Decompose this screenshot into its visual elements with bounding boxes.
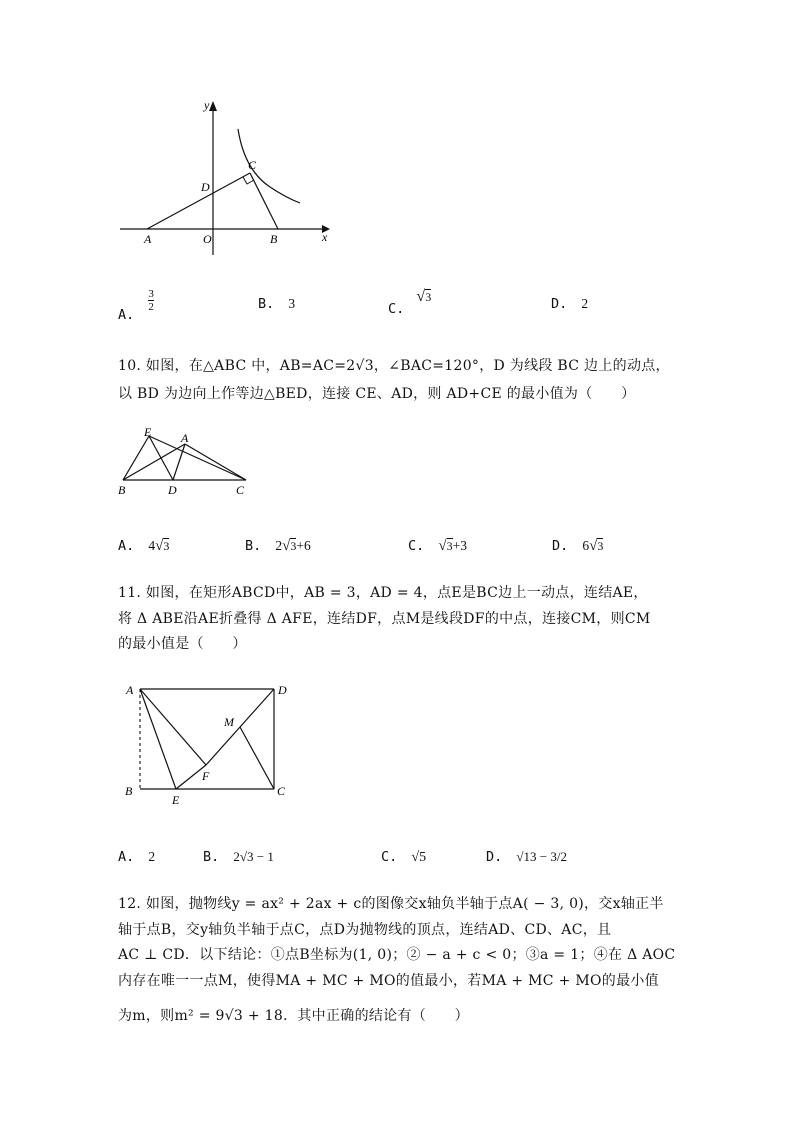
sqrt-sign-icon: √ xyxy=(589,538,598,554)
segment-EC xyxy=(149,436,246,480)
q11-option-d[interactable] xyxy=(486,849,567,865)
q12-stem-line4: 内存在唯一一点M，使得MA + MC + MO的值最小，若MA + MC + MO的最小值 xyxy=(118,973,659,989)
suffix: +6 xyxy=(296,538,311,553)
suffix: +3 xyxy=(452,538,468,553)
line-AC xyxy=(147,173,250,229)
fraction-denominator: 2 xyxy=(148,301,154,313)
label-B: B xyxy=(270,232,278,246)
option-letter: C. xyxy=(408,538,425,554)
q10-option-a[interactable] xyxy=(118,538,169,555)
sqrt-sign-icon: √ xyxy=(155,538,164,554)
q12-stem-line1: 12. 如图，抛物线y = ax² + 2ax + c的图像交x轴负半轴于点A( − 3, 0)，交x轴正半 xyxy=(118,896,664,912)
label-B: B xyxy=(118,483,126,497)
q12-stem-line5: 为m，则m² = 9√3 + 18．其中正确的结论有（ ） xyxy=(118,1008,469,1024)
option-letter: B. xyxy=(203,849,220,865)
q9-figure xyxy=(110,95,340,265)
label-A: A xyxy=(126,683,134,697)
option-letter: A. xyxy=(118,538,135,554)
label-A: A xyxy=(181,431,189,445)
q11-option-a[interactable] xyxy=(118,849,155,865)
line-CB xyxy=(250,173,278,229)
q10-figure xyxy=(112,422,262,500)
option-value: 3 xyxy=(288,296,296,311)
label-D: D xyxy=(278,683,287,697)
label-E: E xyxy=(172,793,180,807)
label-E: E xyxy=(144,425,152,439)
q9-option-a[interactable] xyxy=(118,288,154,323)
segment-AE xyxy=(140,689,176,789)
segment-AF xyxy=(140,689,206,765)
label-O: O xyxy=(203,232,212,246)
q12-stem-line3: AC ⊥ CD．以下结论：①点B坐标为(1, 0)；② − a + c < 0；③a = 1；④在 Δ AOC xyxy=(118,947,676,963)
sqrt-sign-icon: √ xyxy=(282,538,291,554)
q11-option-b[interactable] xyxy=(203,849,274,865)
option-letter: A. xyxy=(118,849,135,865)
label-y: y xyxy=(204,98,210,112)
q11-stem-line1: 11. 如图，在矩形ABCD中，AB = 3，AD = 4，点E是BC边上一动点，连结AE， xyxy=(118,585,648,601)
label-C: C xyxy=(277,784,286,798)
label-A: A xyxy=(144,232,152,246)
q9-option-c[interactable] xyxy=(388,288,432,317)
q10-stem-line1: 10. 如图，在△ABC 中，AB=AC=2√3，∠BAC=120°，D 为线段 BC 边上的动点， xyxy=(118,358,670,374)
label-D: D xyxy=(201,180,210,194)
segment-AC xyxy=(185,444,246,480)
radicand: 3 xyxy=(163,539,170,553)
option-value: 2√3 − 1 xyxy=(233,849,274,864)
option-letter: C. xyxy=(381,849,398,865)
q11-option-c[interactable] xyxy=(381,849,426,866)
q10-option-c[interactable] xyxy=(408,538,467,555)
radicand: 3 xyxy=(290,539,297,553)
option-value: √13 − 3/2 xyxy=(516,849,567,864)
q9-option-b[interactable] xyxy=(258,296,295,312)
coefficient: 6 xyxy=(582,538,590,553)
option-letter: B. xyxy=(258,296,275,312)
q10-option-d[interactable] xyxy=(552,538,603,555)
option-letter: C. xyxy=(388,301,405,317)
option-letter: A. xyxy=(118,306,135,323)
sqrt-sign-icon: √ xyxy=(438,538,447,554)
q11-figure xyxy=(118,675,298,810)
option-letter: B. xyxy=(245,538,262,554)
q10-option-b[interactable] xyxy=(245,538,311,555)
option-value: 2 xyxy=(148,849,156,864)
radicand: 3 xyxy=(446,539,453,553)
label-M: M xyxy=(224,715,234,729)
q11-stem-line3: 的最小值是（ ） xyxy=(118,636,247,652)
q12-stem-line2: 轴于点B，交y轴负半轴于点C，点D为抛物线的顶点，连结AD、CD、AC，且 xyxy=(118,922,612,938)
fraction-3-2 xyxy=(148,288,154,313)
segment-MC xyxy=(240,727,274,789)
option-letter: D. xyxy=(551,296,568,312)
option-letter: D. xyxy=(552,538,569,554)
sqrt-sign-icon: √ xyxy=(416,288,426,305)
label-D: D xyxy=(168,483,177,497)
y-axis-arrow-icon xyxy=(209,101,217,111)
segment-BA xyxy=(123,444,185,480)
label-C: C xyxy=(236,483,245,497)
radicand: 3 xyxy=(597,539,604,553)
fraction-numerator: 3 xyxy=(148,288,154,300)
option-letter: D. xyxy=(486,849,503,865)
coefficient: 2 xyxy=(275,538,283,553)
option-value: 2 xyxy=(581,296,589,311)
segment-BE xyxy=(123,436,149,480)
q9-option-d[interactable] xyxy=(551,296,588,312)
option-value: √5 xyxy=(411,850,427,865)
radicand: 3 xyxy=(425,290,432,304)
label-F: F xyxy=(202,769,210,783)
label-B: B xyxy=(125,784,133,798)
q11-stem-line2: 将 Δ ABE沿AE折叠得 Δ AFE，连结DF，点M是线段DF的中点，连接CM，则CM xyxy=(118,611,651,627)
label-x: x xyxy=(322,230,328,244)
q10-stem-line2: 以 BD 为边向上作等边△BED，连接 CE、AD，则 AD+CE 的最小值为（ ） xyxy=(118,386,636,402)
label-C: C xyxy=(248,158,257,172)
coefficient: 4 xyxy=(148,538,156,553)
